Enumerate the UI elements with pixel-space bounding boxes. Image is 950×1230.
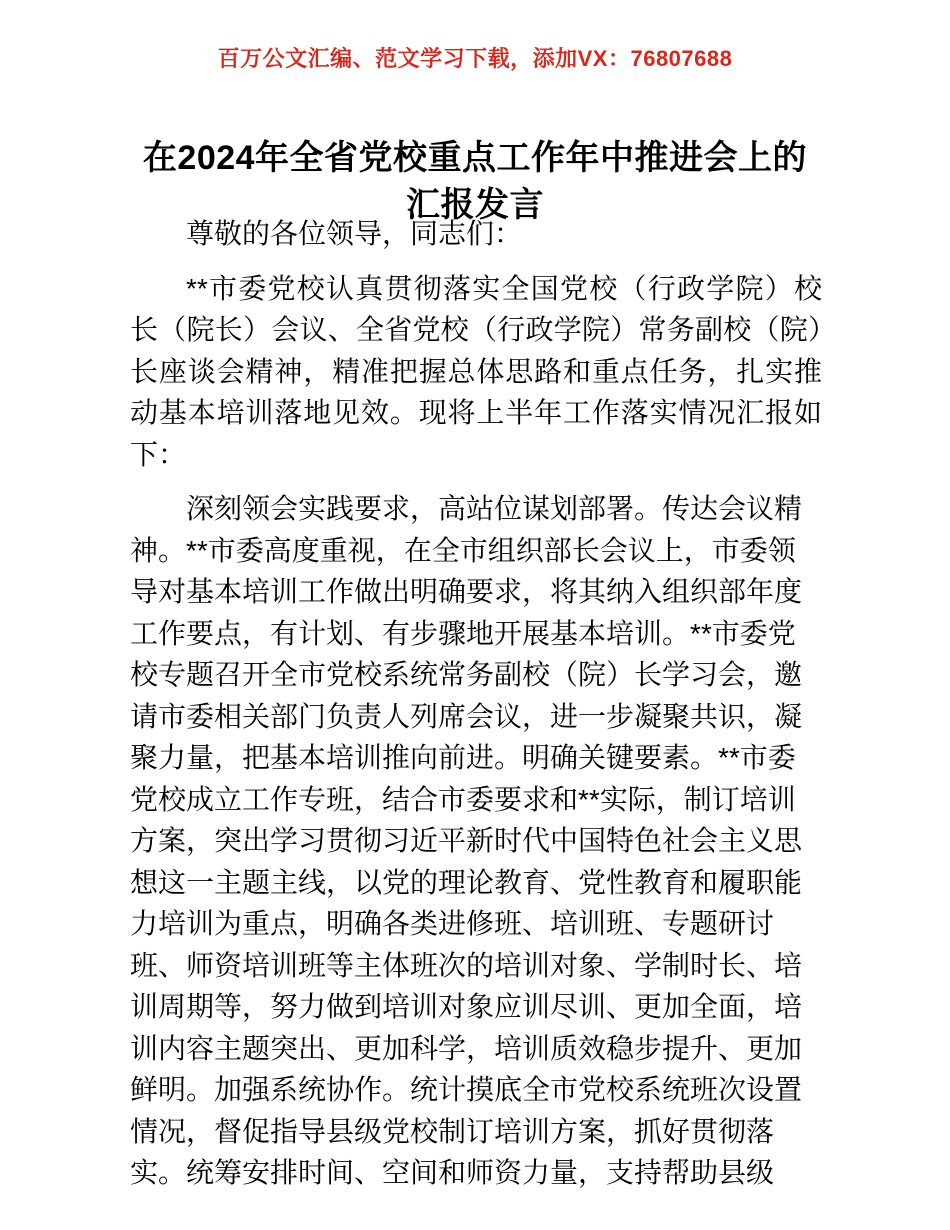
page-title: 在2024年全省党校重点工作年中推进会上的汇报发言: [142, 138, 808, 224]
paragraph-salutation: 尊敬的各位领导，同志们：: [186, 218, 523, 249]
promo-text: 百万公文汇编、范文学习下载，添加VX：76807688: [217, 46, 733, 71]
paragraph-section-one: 深刻领会实践要求，高站位谋划部署。传达会议精神。**市委高度重视，在全市组织部长会议上，市委领导对基本培训工作做出明确要求，将其纳入组织部年度工作要点，有计划、有步骤地开展基本培训。**市委党校专题召开全市党校系统常务副校（院）长学习会，邀请市委相关部门负责人列席会议，进一步凝聚共识，凝聚力量，把基本培训推向前进。明确关键要素。**市委党校成立工作专班，结合市委要求和**实际，制订培训方案，突出学习贯彻习近平新时代中国特色社会主义思想这一主题主线，以党的理论教育、党性教育和履职能力培训为重点，明确各类进修班、培训班、专题研讨班、师资培训班等主体班次的培训对象、学制时长、培训周期等，努力做到培训对象应训尽训、更加全面，培训内容主题突出、更加科学，培训质效稳步提升、更加鲜明。加强系统协作。统计摸底全市党校系统班次设置情况，督促指导县级党校制订培训方案，抓好贯彻落实。统筹安排时间、空间和师资力量，支持帮助县级: [130, 493, 803, 1188]
document-body: [130, 213, 822, 1194]
promo-banner: [0, 46, 950, 72]
paragraph-intro: **市委党校认真贯彻落实全国党校（行政学院）校长（院长）会议、全省党校（行政学院）常务副校（院）长座谈会精神，精准把握总体思路和重点任务，扎实推动基本培训落地见效。现将上半年工作落实情况汇报如下：: [130, 272, 822, 470]
